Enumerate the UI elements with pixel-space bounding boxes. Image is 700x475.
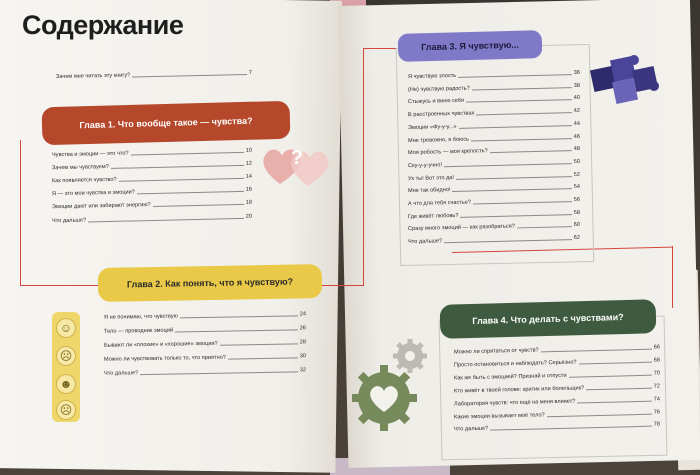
connector-line — [363, 48, 364, 286]
toc-item-label: Можно ли спрятаться от чувств? — [453, 347, 539, 356]
toc-item-label: Я не понимаю, что чувствую — [103, 313, 178, 321]
toc-item-label: Ух ты! Вот это да! — [407, 174, 455, 182]
connector-line — [672, 246, 673, 308]
toc-leader-line — [220, 343, 298, 345]
toc-item-label: В расстроенных чувствах — [407, 110, 475, 119]
toc-item-page: 60 — [573, 222, 581, 229]
puzzle-heart-icon — [588, 48, 672, 112]
toc-item-label: Где живёт любовь? — [407, 212, 459, 220]
chapter-4-title: Глава 4. Что делать с чувствами? — [440, 299, 657, 339]
toc-item-page: 62 — [573, 234, 581, 242]
crying-face-icon: ☹ — [56, 400, 76, 420]
toc-item-label: Тело — проводник эмоций — [103, 327, 174, 335]
toc-item-page: 72 — [653, 383, 661, 390]
toc-item-label: Что дальше? — [103, 369, 139, 377]
toc-item-page: 20 — [245, 213, 253, 220]
happy-face-icon: ☻ — [56, 374, 76, 394]
toc-item-label: Ску-у-у-учно! — [407, 162, 443, 169]
toc-item-page: 66 — [653, 344, 661, 351]
toc-item-page: 70 — [653, 370, 661, 377]
toc-leader-line — [586, 387, 652, 390]
toc-item-label: Зачем мы чувствуем? — [51, 164, 109, 172]
toc-item-label: Эмоции дают или забирают энергию? — [51, 202, 151, 211]
toc-item-label: Кто живёт в твоей голове: критик или болельщик? — [453, 385, 585, 395]
page-title: Содержание — [22, 10, 184, 40]
toc-item-label: Эмоции «Фу-у-у...» — [407, 123, 457, 131]
smile-face-icon: ☺ — [56, 318, 76, 338]
connector-line — [363, 48, 399, 49]
toc-item-label: (Не) чувствую радость? — [407, 85, 470, 93]
toc-leader-line — [579, 362, 652, 365]
chapter-2-title: Глава 2. Как понять, что я чувствую? — [98, 264, 323, 302]
toc-item-label: Чувства и эмоции — это что? — [51, 150, 129, 159]
toc-item-label: Я чувствую злость — [407, 72, 457, 81]
toc-item-page: 44 — [573, 120, 581, 127]
toc-item-page: 32 — [299, 366, 307, 373]
toc-item-page: 12 — [245, 160, 253, 167]
toc-item-label: Что дальше? — [407, 238, 443, 246]
toc-item-page: 54 — [573, 184, 581, 191]
toc-item-page: 52 — [573, 171, 581, 178]
toc-item-page: 58 — [573, 209, 581, 216]
toc-item-page: 10 — [245, 147, 253, 154]
toc-item-page: 40 — [573, 95, 581, 102]
toc-leader-line — [577, 400, 651, 403]
heart-question-mark: ? — [290, 147, 304, 169]
toc-item-label: Стыжусь и виню себя — [407, 98, 465, 106]
toc-item-label: Что дальше? — [453, 426, 489, 433]
toc-item-label: Как же быть с эмоцией? Признай и отпусти — [453, 372, 567, 382]
toc-item-page: 46 — [573, 133, 581, 140]
toc-item-label: Мне тревожно, я боюсь — [407, 136, 470, 144]
toc-item-page: 24 — [299, 311, 307, 318]
toc-item-label: Как появляется чувство? — [51, 176, 117, 185]
chapter-3-title: Глава 3. Я чувствую... — [398, 30, 543, 62]
toc-item-label: Лаборатория чувств: что ещё на меня влияет? — [453, 398, 576, 408]
sad-face-icon: ☹ — [56, 346, 76, 366]
toc-item-page: 38 — [573, 82, 581, 89]
connector-line — [322, 285, 364, 286]
toc-item-page: 48 — [573, 146, 581, 153]
toc-leader-line — [228, 357, 298, 359]
toc-item-label: Что дальше? — [51, 216, 87, 224]
toc-item-page: 68 — [653, 357, 661, 364]
toc-item-page: 42 — [573, 107, 581, 115]
toc-item-page: 50 — [573, 158, 581, 165]
toc-item-page: 78 — [653, 421, 661, 429]
toc-item-label: Мне так обидно! — [407, 187, 451, 195]
toc-item-page: 26 — [299, 325, 307, 332]
toc-item-page: 16 — [245, 187, 253, 194]
gear-heart-icon — [352, 336, 436, 446]
toc-item-page: 56 — [573, 196, 581, 204]
toc-item-label: Я — это мои чувства и эмоции? — [51, 189, 135, 198]
toc-item-label: Моя робость — моя крепость? — [407, 148, 488, 157]
toc-item-page: 28 — [299, 339, 307, 346]
toc-row-intro: Зачем мне читать эту книгу? 7 — [55, 69, 253, 81]
toc-item-page: 36 — [573, 69, 581, 77]
toc-item-page: 76 — [653, 408, 661, 416]
toc-item-label: Какие эмоции вызывает моё тело? — [453, 411, 545, 421]
toc-item-label: Просто остановиться и наблюдать? Серьёзно? — [453, 359, 577, 369]
toc-item-label: А что для тебя счастье? — [407, 199, 472, 208]
toc-item-label: Сразу много эмоций — как разобраться? — [407, 223, 515, 233]
connector-line — [20, 140, 21, 286]
toc-item-page: 14 — [245, 173, 253, 181]
toc-item-label: Бывают ли «плохие» и «хорошие» эмоции? — [103, 340, 218, 349]
toc-item-page: 30 — [299, 352, 307, 360]
toc-item-label: Можно ли чувствовать только то, что приятно? — [103, 354, 227, 363]
connector-line — [20, 285, 102, 286]
chapter-1-title: Глава 1. Что вообще такое — чувства? — [42, 101, 291, 145]
toc-item-page: 18 — [245, 200, 253, 207]
toc-item-page: 74 — [653, 396, 661, 403]
